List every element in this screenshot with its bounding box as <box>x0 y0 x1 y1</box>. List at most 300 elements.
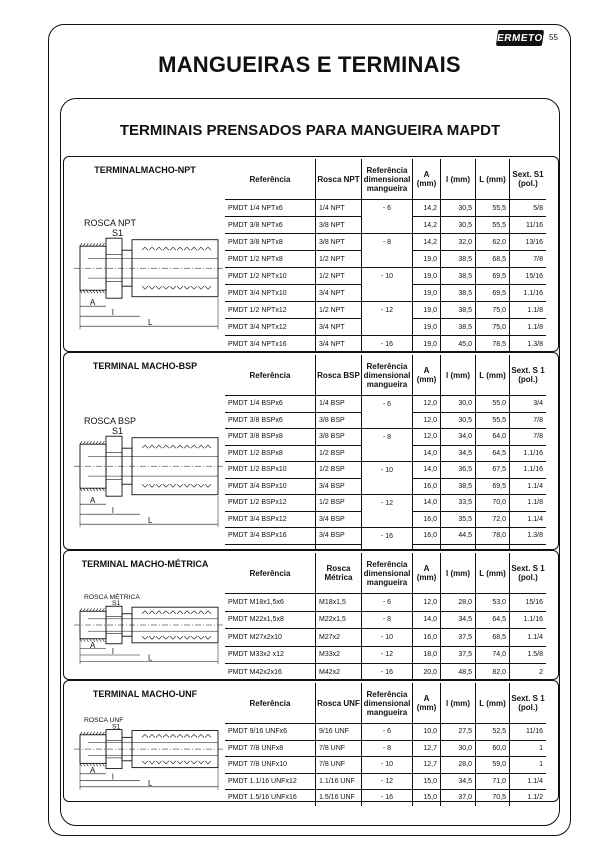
column-header-a: A (mm) <box>413 553 441 594</box>
dim-l-label: l <box>112 308 114 318</box>
column-header-dim: Referência dimensional mangueira <box>362 159 413 200</box>
column-header-rosca: Rosca Métrica <box>316 553 362 594</box>
section-npt <box>63 156 559 352</box>
cell-ref: PMDT 1/2 NPTx8 <box>225 251 316 268</box>
cell-rosca: 1/2 NPT <box>316 302 362 319</box>
cell-dim: - 12 <box>362 646 413 664</box>
table-row <box>225 611 546 629</box>
fitting-diagram <box>68 573 226 673</box>
cell-rosca: 3/4 BSP <box>316 511 362 528</box>
table-row <box>225 302 546 319</box>
s1-label: S1 <box>112 600 121 607</box>
cell-dim: - 16 <box>362 528 413 545</box>
cell-sext: 11/16 <box>510 217 547 234</box>
cell-L: 68,5 <box>476 629 510 647</box>
cell-sext: 1 <box>510 740 547 757</box>
cell-a: 14,2 <box>413 200 441 217</box>
cell-ref: PMDT 3/4 NPTx16 <box>225 336 316 353</box>
cell-sext: 7/8 <box>510 412 547 429</box>
cell-rosca: 7/8 UNF <box>316 757 362 774</box>
column-header-l: l (mm) <box>441 355 476 396</box>
cell-a: 19,0 <box>413 302 441 319</box>
cell-l: 30,5 <box>441 200 476 217</box>
cell-rosca: 3/8 BSP <box>316 429 362 446</box>
cell-a: 19,0 <box>413 285 441 302</box>
cell-l: 38,5 <box>441 319 476 336</box>
s1-label: S1 <box>112 426 124 437</box>
spec-table <box>225 553 546 681</box>
section-label: TERMINAL MACHO-MÉTRICA <box>81 559 209 569</box>
cell-L: 71,0 <box>476 773 510 790</box>
table-row <box>225 336 546 353</box>
spec-table <box>225 159 546 369</box>
column-header-ref: Referência <box>249 370 291 380</box>
fitting-drawing <box>68 383 226 543</box>
cell-rosca: M33x2 <box>316 646 362 664</box>
cell-sext: 1.1/8 <box>510 495 547 512</box>
table-row <box>225 445 546 462</box>
cell-ref: PMDT M27x2x10 <box>225 629 316 647</box>
cell-ref: PMDT M18x1,5x6 <box>225 594 316 612</box>
cell-L: 64,5 <box>476 611 510 629</box>
column-header-ref: Referência <box>249 174 291 184</box>
dim-L-label: L <box>148 778 153 788</box>
cell-rosca: M27x2 <box>316 629 362 647</box>
cell-ref: PMDT 9/16 UNFx6 <box>225 724 316 741</box>
cell-dim <box>362 217 413 234</box>
cell-L: 70,5 <box>476 790 510 806</box>
fitting-drawing <box>68 695 226 799</box>
cell-sext: 3/4 <box>510 396 547 413</box>
cell-rosca: 7/8 UNF <box>316 740 362 757</box>
column-header-ref: Referência <box>249 568 291 578</box>
cell-a: 19,0 <box>413 319 441 336</box>
page-number: 55 <box>549 33 558 42</box>
cell-l: 37,0 <box>441 790 476 806</box>
cell-dim: - 12 <box>362 495 413 512</box>
rosca-label: ROSCA MÉTRICA <box>84 593 140 601</box>
cell-sext: 15/16 <box>510 594 547 612</box>
cell-ref: PMDT 3/8 BSPx6 <box>225 412 316 429</box>
cell-a: 12,0 <box>413 594 441 612</box>
section-label: TERMINALMACHO-NPT <box>94 165 196 175</box>
cell-a: 16,0 <box>413 478 441 495</box>
cell-rosca: 3/4 BSP <box>316 478 362 495</box>
column-header-dim: Referência dimensional mangueira <box>362 683 413 724</box>
column-header-L: L (mm) <box>476 355 510 396</box>
cell-sext: 1.1/16 <box>510 611 547 629</box>
cell-rosca: 1/2 NPT <box>316 251 362 268</box>
cell-L: 78,5 <box>476 336 510 353</box>
column-header-l: l (mm) <box>441 683 476 724</box>
table-header-row <box>225 683 546 724</box>
cell-l: 30,5 <box>441 412 476 429</box>
table-row <box>225 200 546 217</box>
cell-l: 34,0 <box>441 429 476 446</box>
cell-dim: - 10 <box>362 629 413 647</box>
table-row <box>225 724 546 741</box>
cell-dim: - 12 <box>362 302 413 319</box>
dim-L-label: L <box>148 318 153 328</box>
dim-a-label: A <box>90 496 96 506</box>
cell-dim: - 10 <box>362 462 413 479</box>
cell-l: 37,5 <box>441 646 476 664</box>
table-row <box>225 664 546 681</box>
cell-dim <box>362 445 413 462</box>
column-header-sext: Sext. S1 (pol.) <box>510 159 547 200</box>
cell-dim: - 6 <box>362 594 413 612</box>
cell-l: 34,5 <box>441 445 476 462</box>
cell-L: 55,5 <box>476 412 510 429</box>
cell-ref: PMDT 3/4 BSPx16 <box>225 528 316 545</box>
cell-ref: PMDT 1/4 NPTx6 <box>225 200 316 217</box>
cell-dim: - 8 <box>362 429 413 446</box>
cell-rosca: 1/4 NPT <box>316 200 362 217</box>
cell-L: 64,0 <box>476 429 510 446</box>
dim-l-label: l <box>112 647 114 656</box>
cell-sext: 1.1/4 <box>510 773 547 790</box>
dim-a-label: A <box>90 298 96 308</box>
cell-dim: - 8 <box>362 740 413 757</box>
cell-L: 78,0 <box>476 528 510 545</box>
cell-l: 38,5 <box>441 302 476 319</box>
column-header-L: L (mm) <box>476 553 510 594</box>
dim-l-label: l <box>112 772 114 782</box>
cell-ref: PMDT 1/4 BSPx6 <box>225 396 316 413</box>
section-label: TERMINAL MACHO-UNF <box>92 689 198 699</box>
cell-sext: 1 <box>510 757 547 774</box>
fitting-drawing <box>68 573 226 673</box>
cell-rosca: 9/16 UNF <box>316 724 362 741</box>
column-header-a: A (mm) <box>413 159 441 200</box>
cell-sext: 15/16 <box>510 268 547 285</box>
column-header-ref: Referência <box>249 698 291 708</box>
cell-sext: 7/8 <box>510 429 547 446</box>
cell-l: 45,0 <box>441 336 476 353</box>
rosca-label: ROSCA UNF <box>84 716 124 724</box>
column-header-l: l (mm) <box>441 553 476 594</box>
cell-sext: 1.1/16 <box>510 445 547 462</box>
section-label: TERMINAL MACHO-BSP <box>92 361 198 371</box>
cell-sext: 1.1/8 <box>510 302 547 319</box>
section-bsp <box>63 352 559 550</box>
section-metrica <box>63 550 559 680</box>
cell-ref: PMDT 3/4 NPTx12 <box>225 319 316 336</box>
table-row <box>225 429 546 446</box>
cell-rosca: 3/4 BSP <box>316 528 362 545</box>
table-row <box>225 511 546 528</box>
cell-l: 32,0 <box>441 234 476 251</box>
cell-ref: PMDT 3/8 BSPx8 <box>225 429 316 446</box>
table-row <box>225 251 546 268</box>
fitting-diagram <box>68 695 226 799</box>
column-header-dim: Referência dimensional mangueira <box>362 355 413 396</box>
cell-a: 15,0 <box>413 790 441 806</box>
cell-rosca: 3/4 NPT <box>316 319 362 336</box>
cell-ref: PMDT M33x2 x12 <box>225 646 316 664</box>
cell-dim: - 10 <box>362 757 413 774</box>
cell-ref: PMDT 1.5/16 UNFx16 <box>225 790 316 806</box>
cell-rosca: 1.1/16 UNF <box>316 773 362 790</box>
table-row <box>225 740 546 757</box>
dim-l-label: l <box>112 506 114 516</box>
cell-L: 69,5 <box>476 285 510 302</box>
cell-a: 14,2 <box>413 217 441 234</box>
cell-ref: PMDT 1/2 NPTx12 <box>225 302 316 319</box>
cell-sext: 1.5/8 <box>510 646 547 664</box>
cell-dim: - 16 <box>362 790 413 806</box>
cell-dim: - 6 <box>362 200 413 217</box>
cell-sext: 13/16 <box>510 234 547 251</box>
cell-a: 14,0 <box>413 495 441 512</box>
table-row <box>225 319 546 336</box>
table-row <box>225 396 546 413</box>
table-header-row <box>225 355 546 396</box>
cell-dim: - 12 <box>362 773 413 790</box>
table-header-row <box>225 159 546 200</box>
cell-a: 14,0 <box>413 462 441 479</box>
cell-ref: PMDT 1/2 BSPx8 <box>225 445 316 462</box>
spec-table <box>225 355 546 560</box>
cell-L: 59,0 <box>476 757 510 774</box>
cell-dim: - 8 <box>362 234 413 251</box>
cell-dim: - 6 <box>362 396 413 413</box>
column-header-sext: Sext. S 1 (pol.) <box>510 683 547 724</box>
table-row <box>225 268 546 285</box>
cell-L: 74,0 <box>476 646 510 664</box>
page-title: MANGUEIRAS E TERMINAIS <box>158 52 461 77</box>
dim-L-label: L <box>148 516 153 526</box>
fitting-drawing <box>68 185 226 345</box>
cell-l: 38,5 <box>441 251 476 268</box>
cell-rosca: 1/4 BSP <box>316 396 362 413</box>
cell-sext: 7/8 <box>510 251 547 268</box>
cell-sext: 1.1/8 <box>510 319 547 336</box>
cell-rosca: 1/2 NPT <box>316 268 362 285</box>
table-row <box>225 478 546 495</box>
cell-l: 38,5 <box>441 285 476 302</box>
dim-L-label: L <box>148 653 153 663</box>
cell-a: 19,0 <box>413 336 441 353</box>
cell-a: 14,2 <box>413 234 441 251</box>
section-subtitle: TERMINAIS PRENSADOS PARA MANGUEIRA MAPDT <box>119 122 501 139</box>
cell-l: 27,5 <box>441 724 476 741</box>
cell-l: 38,5 <box>441 268 476 285</box>
rosca-label: ROSCA BSP <box>84 416 137 427</box>
cell-l: 30,0 <box>441 740 476 757</box>
section-unf <box>63 680 559 802</box>
cell-sext: 1.1/4 <box>510 511 547 528</box>
table-row <box>225 528 546 545</box>
cell-sext: 1.3/8 <box>510 336 547 353</box>
cell-L: 62,0 <box>476 234 510 251</box>
spec-table <box>225 683 546 806</box>
cell-dim: - 16 <box>362 336 413 353</box>
cell-ref: PMDT 1.1/16 UNFx12 <box>225 773 316 790</box>
column-header-L: L (mm) <box>476 159 510 200</box>
cell-sext: 1.1/16 <box>510 462 547 479</box>
cell-ref: PMDT 1/2 NPTx10 <box>225 268 316 285</box>
cell-L: 60,0 <box>476 740 510 757</box>
cell-l: 30,0 <box>441 396 476 413</box>
cell-ref: PMDT 3/4 NPTx10 <box>225 285 316 302</box>
cell-ref: PMDT M22x1,5x8 <box>225 611 316 629</box>
cell-dim: - 6 <box>362 724 413 741</box>
table-row <box>225 285 546 302</box>
cell-ref: PMDT M42x2x16 <box>225 664 316 681</box>
cell-ref: PMDT 1/2 BSPx12 <box>225 495 316 512</box>
cell-l: 48,5 <box>441 664 476 681</box>
fitting-diagram <box>68 185 226 345</box>
cell-a: 10,0 <box>413 724 441 741</box>
cell-ref: PMDT 1/2 BSPx10 <box>225 462 316 479</box>
cell-a: 18,0 <box>413 646 441 664</box>
dim-a-label: A <box>90 765 96 775</box>
cell-a: 14,0 <box>413 445 441 462</box>
column-header-sext: Sext. S 1 (pol.) <box>510 553 547 594</box>
dim-a-label: A <box>90 640 96 650</box>
cell-dim: - 16 <box>362 664 413 681</box>
cell-sext: 1.1/4 <box>510 478 547 495</box>
cell-L: 64,5 <box>476 445 510 462</box>
cell-rosca: 3/4 NPT <box>316 336 362 353</box>
table-row <box>225 217 546 234</box>
rosca-label: ROSCA NPT <box>84 218 137 229</box>
column-header-a: A (mm) <box>413 683 441 724</box>
cell-L: 69,5 <box>476 478 510 495</box>
table-row <box>225 773 546 790</box>
cell-l: 38,5 <box>441 478 476 495</box>
column-header-L: L (mm) <box>476 683 510 724</box>
cell-a: 16,0 <box>413 528 441 545</box>
cell-sext: 1.1/2 <box>510 790 547 806</box>
cell-L: 69,5 <box>476 268 510 285</box>
cell-a: 15,0 <box>413 773 441 790</box>
table-row <box>225 646 546 664</box>
cell-rosca: M22x1,5 <box>316 611 362 629</box>
cell-sext: 1.3/8 <box>510 528 547 545</box>
cell-l: 30,5 <box>441 217 476 234</box>
cell-l: 36,5 <box>441 462 476 479</box>
cell-l: 34,5 <box>441 611 476 629</box>
cell-rosca: 3/8 NPT <box>316 234 362 251</box>
cell-a: 12,0 <box>413 429 441 446</box>
cell-L: 75,0 <box>476 319 510 336</box>
s1-label: S1 <box>112 228 124 239</box>
cell-dim <box>362 511 413 528</box>
cell-a: 12,0 <box>413 396 441 413</box>
cell-L: 68,5 <box>476 251 510 268</box>
cell-a: 20,0 <box>413 664 441 681</box>
table-row <box>225 462 546 479</box>
table-row <box>225 412 546 429</box>
cell-L: 70,0 <box>476 495 510 512</box>
cell-l: 28,0 <box>441 757 476 774</box>
column-header-l: l (mm) <box>441 159 476 200</box>
column-header-rosca: Rosca NPT <box>316 159 362 200</box>
cell-rosca: 1.5/16 UNF <box>316 790 362 806</box>
column-header-dim: Referência dimensional mangueira <box>362 553 413 594</box>
cell-l: 35,5 <box>441 511 476 528</box>
table-row <box>225 790 546 806</box>
cell-dim <box>362 285 413 302</box>
cell-l: 44,5 <box>441 528 476 545</box>
column-header-sext: Sext. S 1 (pol.) <box>510 355 547 396</box>
cell-L: 55,0 <box>476 396 510 413</box>
cell-rosca: 1/2 BSP <box>316 462 362 479</box>
cell-rosca: 3/8 BSP <box>316 412 362 429</box>
cell-L: 55,5 <box>476 200 510 217</box>
cell-a: 16,0 <box>413 511 441 528</box>
cell-L: 67,5 <box>476 462 510 479</box>
table-row <box>225 234 546 251</box>
column-header-rosca: Rosca UNF <box>316 683 362 724</box>
table-row <box>225 594 546 612</box>
cell-a: 14,0 <box>413 611 441 629</box>
table-row <box>225 495 546 512</box>
cell-ref: PMDT 3/4 BSPx10 <box>225 478 316 495</box>
cell-a: 12,7 <box>413 740 441 757</box>
cell-dim <box>362 319 413 336</box>
cell-ref: PMDT 3/8 NPTx6 <box>225 217 316 234</box>
cell-L: 53,0 <box>476 594 510 612</box>
cell-dim: - 8 <box>362 611 413 629</box>
cell-a: 19,0 <box>413 251 441 268</box>
cell-rosca: 3/8 NPT <box>316 217 362 234</box>
fitting-diagram <box>68 383 226 543</box>
cell-l: 37,5 <box>441 629 476 647</box>
cell-a: 16,0 <box>413 629 441 647</box>
cell-sext: 11/16 <box>510 724 547 741</box>
table-header-row <box>225 553 546 594</box>
cell-rosca: 1/2 BSP <box>316 445 362 462</box>
cell-dim <box>362 251 413 268</box>
column-header-rosca: Rosca BSP <box>316 355 362 396</box>
cell-ref: PMDT 7/8 UNFx8 <box>225 740 316 757</box>
ermeto-logo: ERMETO <box>496 30 544 46</box>
cell-L: 75,0 <box>476 302 510 319</box>
cell-sext: 1.1/4 <box>510 629 547 647</box>
s1-label: S1 <box>112 723 121 731</box>
cell-sext: 2 <box>510 664 547 681</box>
table-row <box>225 629 546 647</box>
cell-a: 12,0 <box>413 412 441 429</box>
cell-rosca: 3/4 NPT <box>316 285 362 302</box>
column-header-a: A (mm) <box>413 355 441 396</box>
cell-a: 12,7 <box>413 757 441 774</box>
cell-dim: - 10 <box>362 268 413 285</box>
cell-a: 19,0 <box>413 268 441 285</box>
cell-l: 34,5 <box>441 773 476 790</box>
cell-dim <box>362 478 413 495</box>
cell-L: 82,0 <box>476 664 510 681</box>
cell-rosca: M18x1,5 <box>316 594 362 612</box>
cell-L: 52,5 <box>476 724 510 741</box>
cell-dim <box>362 412 413 429</box>
cell-l: 33,5 <box>441 495 476 512</box>
cell-L: 72,0 <box>476 511 510 528</box>
cell-ref: PMDT 3/8 NPTx8 <box>225 234 316 251</box>
table-row <box>225 757 546 774</box>
cell-sext: 5/8 <box>510 200 547 217</box>
cell-rosca: 1/2 BSP <box>316 495 362 512</box>
cell-ref: PMDT 3/4 BSPx12 <box>225 511 316 528</box>
cell-rosca: M42x2 <box>316 664 362 681</box>
cell-sext: 1.1/16 <box>510 285 547 302</box>
cell-L: 55,5 <box>476 217 510 234</box>
cell-l: 28,0 <box>441 594 476 612</box>
cell-ref: PMDT 7/8 UNFx10 <box>225 757 316 774</box>
